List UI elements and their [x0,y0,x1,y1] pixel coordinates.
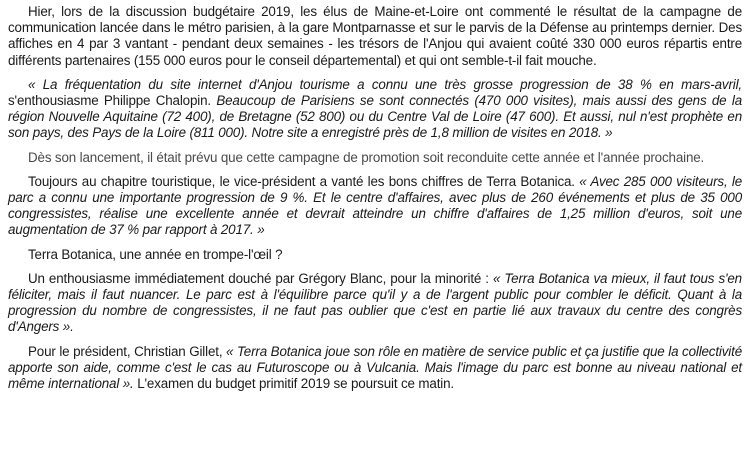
blanc-intro: Un enthousiasme immédiatement douché par Grégory Blanc, pour la minorité : [28,270,493,286]
intro-paragraph: Hier, lors de la discussion budgétaire 2019, les élus de Maine-et-Loire ont commenté le résultat de la campagne de communication lancée dans le métro parisien, à la gare Montparnasse et sur le parvis de la Défense au printemps dernier. Des affiches en 4 par 3 vantant - pendant deux semaines - les trésors de l'Anjou qui avaient coûté 330 000 euros répartis entre différents partenaires (155 000 euros pour le conseil départemental) et qui ont semble-t-il fait mouche. [8,4,742,68]
blanc-paragraph [8,271,742,336]
terra-botanica-intro: Toujours au chapitre touristique, le vice-président a vanté les bons chiffres de Terra Botanica. [28,173,580,189]
campaign-renewal-paragraph: Dès son lancement, il était prévu que cette campagne de promotion soit reconduite cette année et l'année prochaine. [28,149,705,165]
gillet-quote: « Terra Botanica joue son rôle en matière de service public et ça justifie que la collectivité apporte son aide, comme c'est le cas au Futuroscope ou à Vulcania. Mais l'image du parc est bonne au niveau national et même international ». [8,343,742,392]
chalopin-quote-end: Beaucoup de Parisiens se sont connectés (470 000 visites), mais aussi des gens de la région Nouvelle Aquitaine (72 400), de Bretagne (52 800) ou du Centre Val de Loire (47 600). Et aussi, nul n'est prophète en son pays, des Pays de la Loire (811 000). Notre site a enregistré près de 1,8 million de visites en 2018. » [8,93,742,141]
terra-botanica-quote: « Avec 285 000 visiteurs, le parc a connu une importante progression de 9 %. Et le centre d'affaires, avec plus de 260 événements et plus de 35 000 congressistes, réalise une excellente année et devrait atteindre un chiffre d'affaires de 1,25 million d'euros, soit une augmentation de 37 % par rapport à 2017. » [8,173,742,238]
gillet-closing: L'examen du budget primitif 2019 se poursuit ce matin. [133,376,454,392]
chalopin-quote-paragraph [8,77,742,142]
section-subheading: Terra Botanica, une année en trompe-l'œil ? [28,246,283,262]
terra-botanica-paragraph [8,174,742,239]
gillet-intro: Pour le président, Christian Gillet, [28,343,227,359]
blanc-quote: « Terra Botanica va mieux, il faut tous s'en féliciter, mais il faut nuancer. Le parc est à l'équilibre parce qu'il y a de l'argent public pour combler le déficit. Quant à la progression du nombre de congressistes, il ne faut pas oublier que c'est en partie lié aux travaux du centre des congrès d'Angers ». [8,270,742,335]
chalopin-attribution: s'enthousiasme Philippe Chalopin. [8,93,211,109]
gillet-paragraph [8,344,742,393]
chalopin-quote-start: « La fréquentation du site internet d'Anjou tourisme a connu une très grosse progression de 38 % en mars-avril, [28,76,742,92]
